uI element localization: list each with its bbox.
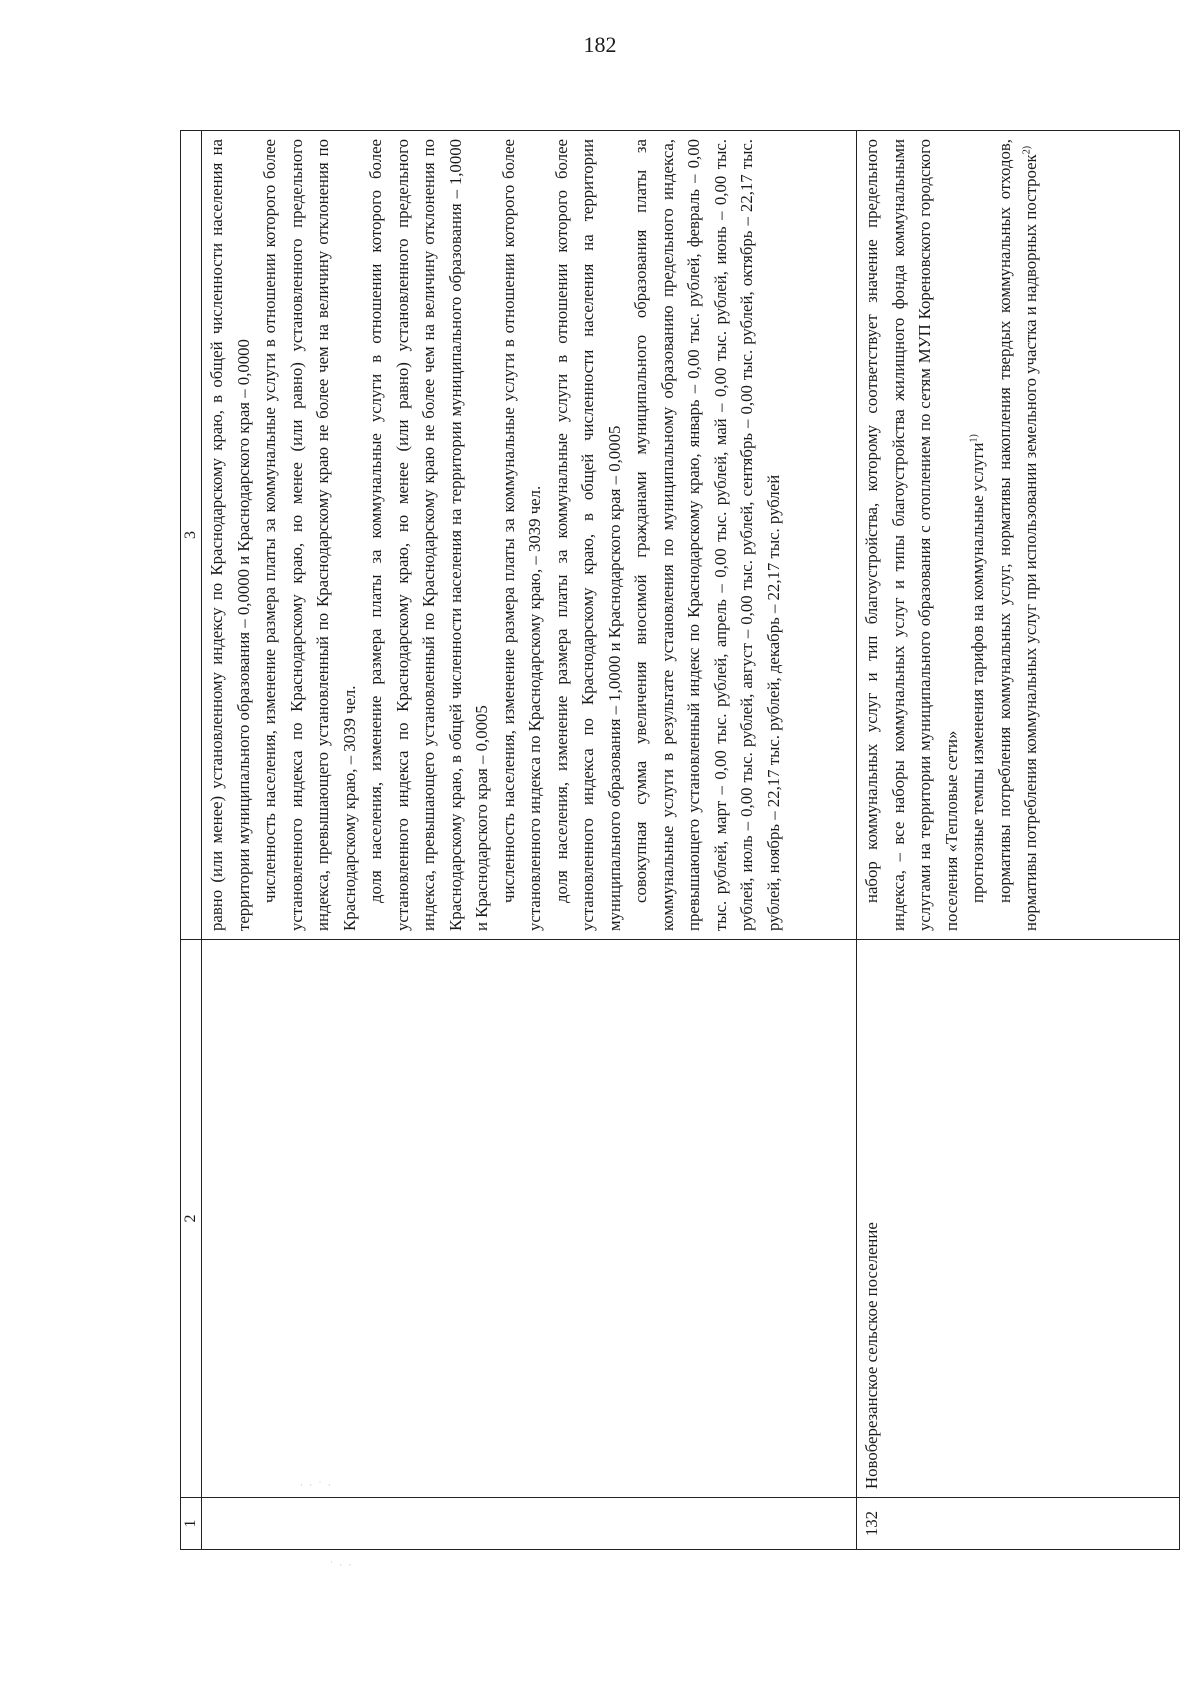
paragraph-text: нормативы потребления коммунальных услуг, нормативы накопления твердых коммунальных отходов, нормативы потребления коммунальных услуг при использовании земельного участка и надворных построек bbox=[994, 139, 1040, 931]
indicator-paragraph bbox=[204, 139, 257, 931]
indicator-paragraph bbox=[628, 139, 787, 931]
page-number: 182 bbox=[583, 32, 617, 57]
cell-settlement bbox=[857, 940, 1180, 1498]
indicator-paragraph bbox=[496, 139, 549, 931]
cell-settlement bbox=[202, 940, 857, 1498]
indicator-paragraph bbox=[257, 139, 363, 931]
paragraph-text: доля населения, изменение размера платы за коммунальные услуги в отношении которого более установленного индекса по Краснодарскому краю, в общей численности населения на территории муниципального образования – 1,0000 и Краснодарского края – 0,0005 bbox=[551, 139, 624, 931]
indicator-paragraph bbox=[965, 139, 992, 931]
paragraph-text: совокупная сумма увеличения вносимой гражданами муниципального образования платы за коммунальные услуги в результате установления по муниципальному образованию предельного индекса, превышающего установленный индекс по Краснодарскому краю, январь – 0,00 тыс. рублей, февраль – 0,00 тыс. рублей, март – 0,00 тыс. рублей, апрель – 0,00 тыс. рублей, май – 0,00 тыс. рублей, июнь – 0,00 тыс. рублей, июль – 0,00 тыс. рублей, август – 0,00 тыс. рублей, сентябрь – 0,00 тыс. рублей, октябрь – 22,17 тыс. рублей, ноябрь – 22,17 тыс. рублей, декабрь – 22,17 тыс. рублей bbox=[631, 139, 783, 931]
cell-indicators-132 bbox=[857, 131, 1180, 940]
table-row-132 bbox=[857, 131, 1180, 1550]
paragraph-text: численность населения, изменение размера платы за коммунальные услуги в отношении которого более установленного индекса по Краснодарскому краю, но менее (или равно) установленного предельного индекса, превышающего установленный по Краснодарскому краю не более чем на величину отклонения по Краснодарскому краю, – 3039 чел. bbox=[260, 139, 359, 931]
table-row-continuation bbox=[202, 131, 857, 1550]
paragraph-text: прогнозные темпы изменения тарифов на коммунальные услуги bbox=[968, 442, 987, 903]
scan-artifact: · · ˙ · bbox=[300, 1480, 333, 1490]
data-table bbox=[180, 130, 1180, 1550]
table-header-row bbox=[181, 131, 202, 1550]
settlement-name: Новоберезанское сельское поселение bbox=[862, 1222, 881, 1489]
paragraph-text: равно (или менее) установленному индексу по Краснодарскому краю, в общей численности населения на территории муниципального образования – 0,0000 и Краснодарского края – 0,0000 bbox=[207, 139, 253, 931]
indicator-paragraph bbox=[859, 139, 965, 931]
indicator-paragraph bbox=[992, 139, 1045, 931]
cell-number: 132 bbox=[857, 1498, 1180, 1550]
indicator-paragraph bbox=[549, 139, 629, 931]
scan-artifact: ˙ · · bbox=[330, 1560, 354, 1570]
cell-indicators-continuation bbox=[202, 131, 857, 940]
header-cell-2: 2 bbox=[181, 940, 202, 1498]
rotated-table-frame bbox=[180, 130, 1180, 1550]
footnote-marker: 2) bbox=[1021, 145, 1033, 155]
cell-number bbox=[202, 1498, 857, 1550]
footnote-marker: 1) bbox=[968, 434, 980, 443]
indicator-paragraph bbox=[363, 139, 496, 931]
paragraph-text: численность населения, изменение размера платы за коммунальные услуги в отношении которого более установленного индекса по Краснодарскому краю, – 3039 чел. bbox=[498, 139, 544, 931]
header-cell-1: 1 bbox=[181, 1498, 202, 1550]
paragraph-text: набор коммунальных услуг и тип благоустройства, которому соответствует значение предельного индекса, – все наборы коммунальных услуг и типы благоустройства жилищного фонда коммунальными услугами на территории муниципального образования с отоплением по сетям МУП Кореновского городского поселения «Тепловые сети» bbox=[862, 139, 961, 931]
header-cell-3: 3 bbox=[181, 131, 202, 940]
paragraph-text: доля населения, изменение размера платы за коммунальные услуги в отношении которого более установленного индекса по Краснодарскому краю, но менее (или равно) установленного предельного индекса, превышающего установленный по Краснодарскому краю не более чем на величину отклонения по Краснодарскому краю, в общей численности населения на территории муниципального образования – 1,0000 и Краснодарского края – 0,0005 bbox=[366, 139, 491, 931]
